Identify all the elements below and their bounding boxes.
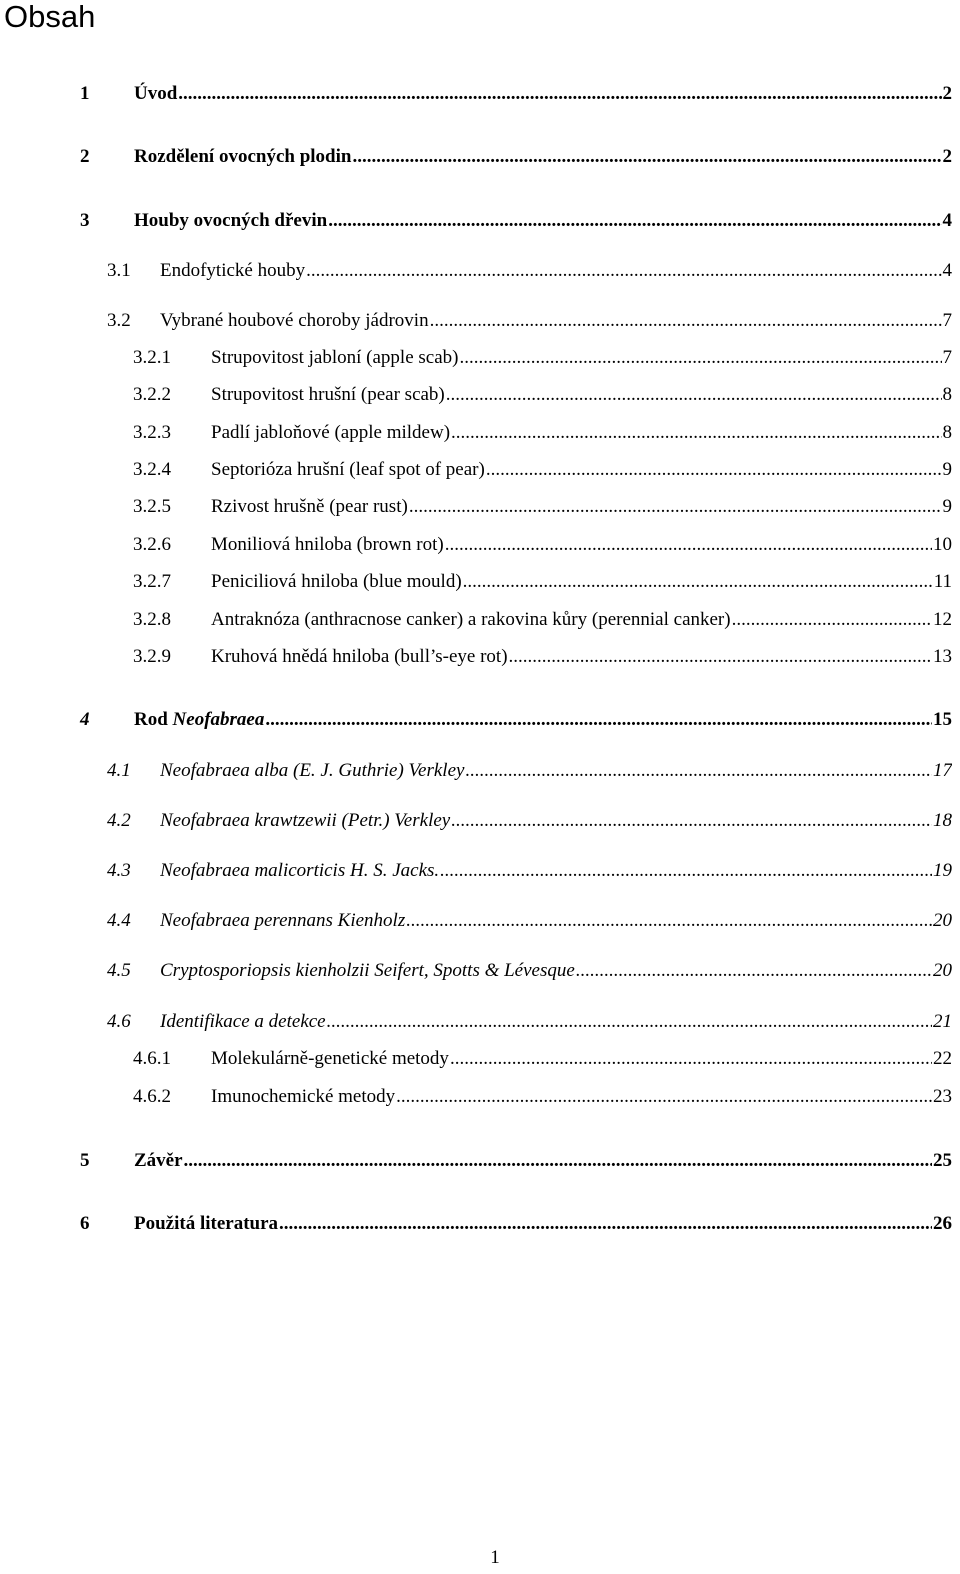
- toc-text-prefix: Rod: [134, 709, 173, 730]
- toc-text: Kruhová hnědá hniloba (bull’s-eye rot): [211, 646, 508, 667]
- toc-number: 3.2.6: [133, 534, 171, 555]
- toc-entry-3-2-3[interactable]: [0, 419, 960, 447]
- toc-page: 11: [933, 571, 952, 592]
- toc-leader: [328, 207, 941, 235]
- toc-text: Cryptosporiopsis kienholzii Seifert, Spotts & Lévesque: [160, 960, 575, 981]
- toc-leader: [576, 957, 932, 985]
- toc-entry-4-2[interactable]: [0, 807, 960, 835]
- toc-entry-3-2-5[interactable]: [0, 493, 960, 521]
- toc-entry-4-6[interactable]: [0, 1008, 960, 1036]
- toc-page: 18: [933, 810, 952, 831]
- toc-leader: [430, 307, 942, 335]
- toc-text: Endofytické houby: [160, 260, 306, 281]
- toc-text: Strupovitost hrušní (pear scab): [211, 384, 445, 405]
- toc-number: 4.4: [107, 910, 131, 931]
- toc-leader: [465, 757, 932, 785]
- toc-text: Peniciliová hniloba (blue mould): [211, 571, 462, 592]
- toc-entry-4-3[interactable]: [0, 857, 960, 885]
- toc-text: Identifikace a detekce: [160, 1011, 326, 1032]
- toc-text: Moniliová hniloba (brown rot): [211, 534, 444, 555]
- toc-leader: [450, 1045, 932, 1073]
- toc-entry-literatura[interactable]: [0, 1210, 960, 1238]
- toc-page: 17: [933, 760, 952, 781]
- toc-page: 4: [942, 210, 952, 231]
- toc-leader: [327, 1008, 932, 1036]
- toc-entry-3-2-7[interactable]: [0, 568, 960, 596]
- toc-entry-3-1[interactable]: [0, 257, 960, 285]
- toc-leader: [445, 531, 932, 559]
- toc-text: Strupovitost jabloní (apple scab): [211, 347, 459, 368]
- toc-page: 2: [942, 83, 952, 104]
- toc-leader: [451, 807, 932, 835]
- toc-text: Antraknóza (anthracnose canker) a rakovina kůry (perennial canker): [211, 609, 731, 630]
- toc-leader: [406, 907, 932, 935]
- toc-entry-houby[interactable]: [0, 207, 960, 235]
- toc-leader: [451, 419, 941, 447]
- toc-text: [134, 706, 264, 734]
- toc-entry-3-2-4[interactable]: [0, 456, 960, 484]
- toc-leader: [306, 257, 941, 285]
- toc-page: 22: [933, 1048, 952, 1069]
- toc-number: 4.2: [107, 810, 131, 831]
- toc-number: 4.6: [107, 1011, 131, 1032]
- toc-number: 3.2.5: [133, 496, 171, 517]
- toc-entry-rozdeleni[interactable]: [0, 143, 960, 171]
- toc-text: Vybrané houbové choroby jádrovin: [160, 310, 429, 331]
- toc-page: 20: [933, 960, 952, 981]
- toc-leader: [459, 344, 941, 372]
- toc-entry-3-2-6[interactable]: [0, 531, 960, 559]
- toc-leader: [184, 1147, 932, 1175]
- toc-text: Padlí jabloňové (apple mildew): [211, 422, 451, 443]
- toc-page: 20: [933, 910, 952, 931]
- toc-page: 9: [942, 496, 952, 517]
- toc-leader: [732, 606, 932, 634]
- toc-text: Použitá literatura: [134, 1213, 279, 1234]
- toc-page: 2: [942, 146, 952, 167]
- toc-number: 3.2.7: [133, 571, 171, 592]
- toc-text: Rozdělení ovocných plodin: [134, 146, 352, 167]
- toc-text: Neofabraea malicorticis H. S. Jacks.: [160, 860, 440, 881]
- toc-number: 5: [80, 1150, 90, 1171]
- toc-leader: [440, 857, 932, 885]
- toc-number: 3.2: [107, 310, 131, 331]
- toc-text: Závěr: [134, 1150, 183, 1171]
- toc-text: Rzivost hrušně (pear rust): [211, 496, 408, 517]
- toc-number: 3.2.9: [133, 646, 171, 667]
- toc-leader: [409, 493, 942, 521]
- toc-page: 13: [933, 646, 952, 667]
- toc-entry-3-2[interactable]: [0, 307, 960, 335]
- toc-entry-zaver[interactable]: [0, 1147, 960, 1175]
- toc-number: 3: [80, 210, 90, 231]
- toc-text: Molekulárně-genetické metody: [211, 1048, 449, 1069]
- toc-entry-4-5[interactable]: [0, 957, 960, 985]
- toc-page: 21: [933, 1011, 952, 1032]
- toc-number: 4.6.1: [133, 1048, 171, 1069]
- toc-page: 25: [933, 1150, 952, 1171]
- toc-number: 6: [80, 1213, 90, 1234]
- toc-page: 15: [933, 709, 952, 730]
- toc-entry-uvod[interactable]: [0, 80, 960, 108]
- toc-entry-4-1[interactable]: [0, 757, 960, 785]
- toc-number: 3.2.2: [133, 384, 171, 405]
- toc-leader: [279, 1210, 932, 1238]
- toc-page: 19: [933, 860, 952, 881]
- toc-number: 4.3: [107, 860, 131, 881]
- toc-text: Septorióza hrušní (leaf spot of pear): [211, 459, 485, 480]
- toc-page: 12: [933, 609, 952, 630]
- toc-leader: [396, 1083, 932, 1111]
- page-title: Obsah: [4, 0, 96, 34]
- toc-number: 2: [80, 146, 90, 167]
- page-number: 1: [490, 1547, 500, 1568]
- toc-text: Imunochemické metody: [211, 1086, 396, 1107]
- toc-leader: [265, 706, 932, 734]
- toc-number: 3.1: [107, 260, 131, 281]
- toc-page: 7: [942, 310, 952, 331]
- toc-entry-3-2-2[interactable]: [0, 381, 960, 409]
- toc-page: 10: [933, 534, 952, 555]
- toc-text: Neofabraea perennans Kienholz: [160, 910, 406, 931]
- toc-number: 1: [80, 83, 90, 104]
- toc-number: 4.1: [107, 760, 131, 781]
- toc-number: 3.2.1: [133, 347, 171, 368]
- toc-number: 4.5: [107, 960, 131, 981]
- toc-entry-3-2-9[interactable]: [0, 643, 960, 671]
- toc-number: 3.2.4: [133, 459, 171, 480]
- toc-leader: [446, 381, 942, 409]
- toc-number: 4: [80, 709, 90, 730]
- toc-text: Neofabraea krawtzewii (Petr.) Verkley: [160, 810, 451, 831]
- toc-entry-rod-neofabraea[interactable]: [0, 706, 960, 734]
- toc-leader: [486, 456, 942, 484]
- toc-entry-3-2-1[interactable]: [0, 344, 960, 372]
- toc-leader: [463, 568, 933, 596]
- toc-page: 23: [933, 1086, 952, 1107]
- toc-page: 8: [942, 384, 952, 405]
- toc-text: Úvod: [134, 83, 178, 104]
- toc-leader: [352, 143, 941, 171]
- toc-text: Houby ovocných dřevin: [134, 210, 328, 231]
- toc-leader: [509, 643, 932, 671]
- toc-entry-3-2-8[interactable]: [0, 606, 960, 634]
- toc-number: 3.2.8: [133, 609, 171, 630]
- toc-entry-4-6-2[interactable]: [0, 1083, 960, 1111]
- toc-entry-4-4[interactable]: [0, 907, 960, 935]
- toc-page: 7: [942, 347, 952, 368]
- toc-number: 4.6.2: [133, 1086, 171, 1107]
- toc-text-italic: Neofabraea: [172, 709, 265, 730]
- toc-leader: [178, 80, 941, 108]
- toc-page: 4: [942, 260, 952, 281]
- toc-page: 9: [942, 459, 952, 480]
- toc-page: 26: [933, 1213, 952, 1234]
- toc-number: 3.2.3: [133, 422, 171, 443]
- toc-page: 8: [942, 422, 952, 443]
- toc-entry-4-6-1[interactable]: [0, 1045, 960, 1073]
- toc-text: Neofabraea alba (E. J. Guthrie) Verkley: [160, 760, 465, 781]
